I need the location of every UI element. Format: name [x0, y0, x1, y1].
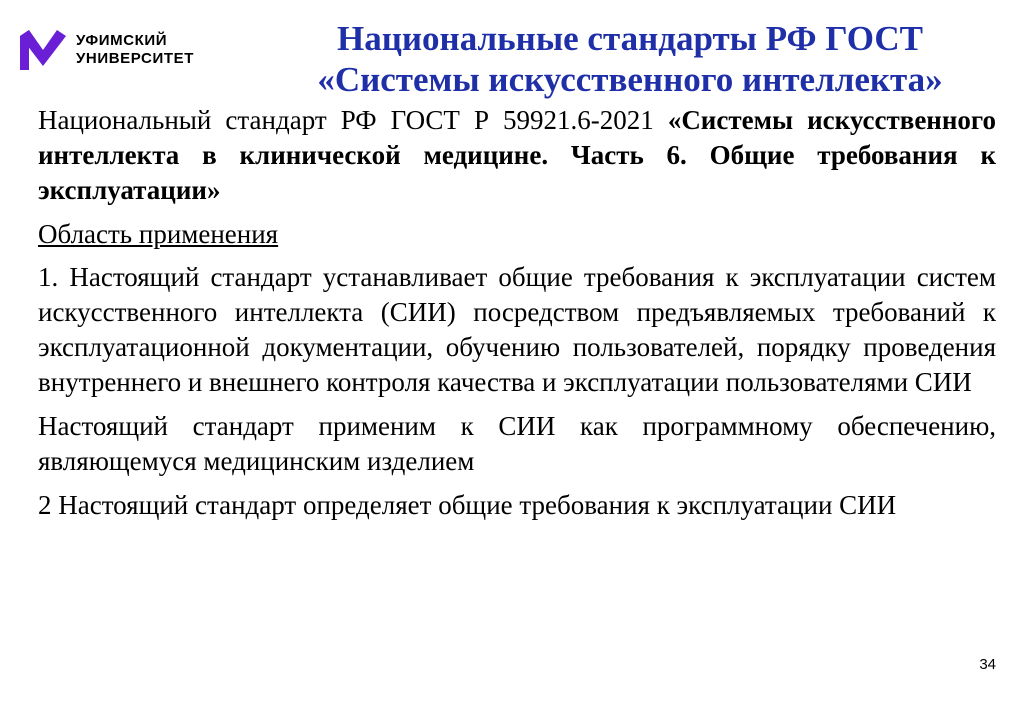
- logo-text-line1: УФИМСКИЙ: [76, 32, 168, 49]
- scope-heading: Область применения: [38, 219, 279, 249]
- standard-intro: [38, 103, 996, 208]
- page-number: 34: [979, 656, 996, 673]
- slide-title-line2: «Системы искусственного интеллекта»: [317, 60, 943, 99]
- logo-text: [76, 32, 194, 68]
- standard-intro-bold: «Системы искусственного интеллекта в клинической медицине. Часть 6. Общие требования к эксплуатации»: [38, 105, 997, 205]
- scope-paragraph-3: 2 Настоящий стандарт определяет общие требования к эксплуатации СИИ: [38, 490, 897, 520]
- standard-intro-regular: Национальный стандарт РФ ГОСТ Р 59921.6-2021: [38, 105, 668, 135]
- slide-title-line1: Национальные стандарты РФ ГОСТ: [336, 19, 923, 58]
- logo-mark-icon: [20, 28, 66, 70]
- slide-title: [236, 18, 1024, 100]
- scope-paragraph-1: 1. Настоящий стандарт устанавливает общие требования к эксплуатации систем искусственного интеллекта (СИИ) посредством предъявляемых требований к эксплуатационной документации, обучению пользователей, порядку проведения внутреннего и внешнего контроля качества и эксплуатации пользователями СИИ: [38, 262, 996, 397]
- slide-content: [38, 103, 996, 523]
- university-logo: [20, 26, 250, 76]
- scope-paragraph-2: Настоящий стандарт применим к СИИ как программному обеспечению, являющемуся медицинским изделием: [38, 411, 996, 476]
- logo-text-line2: УНИВЕРСИТЕТ: [76, 50, 194, 67]
